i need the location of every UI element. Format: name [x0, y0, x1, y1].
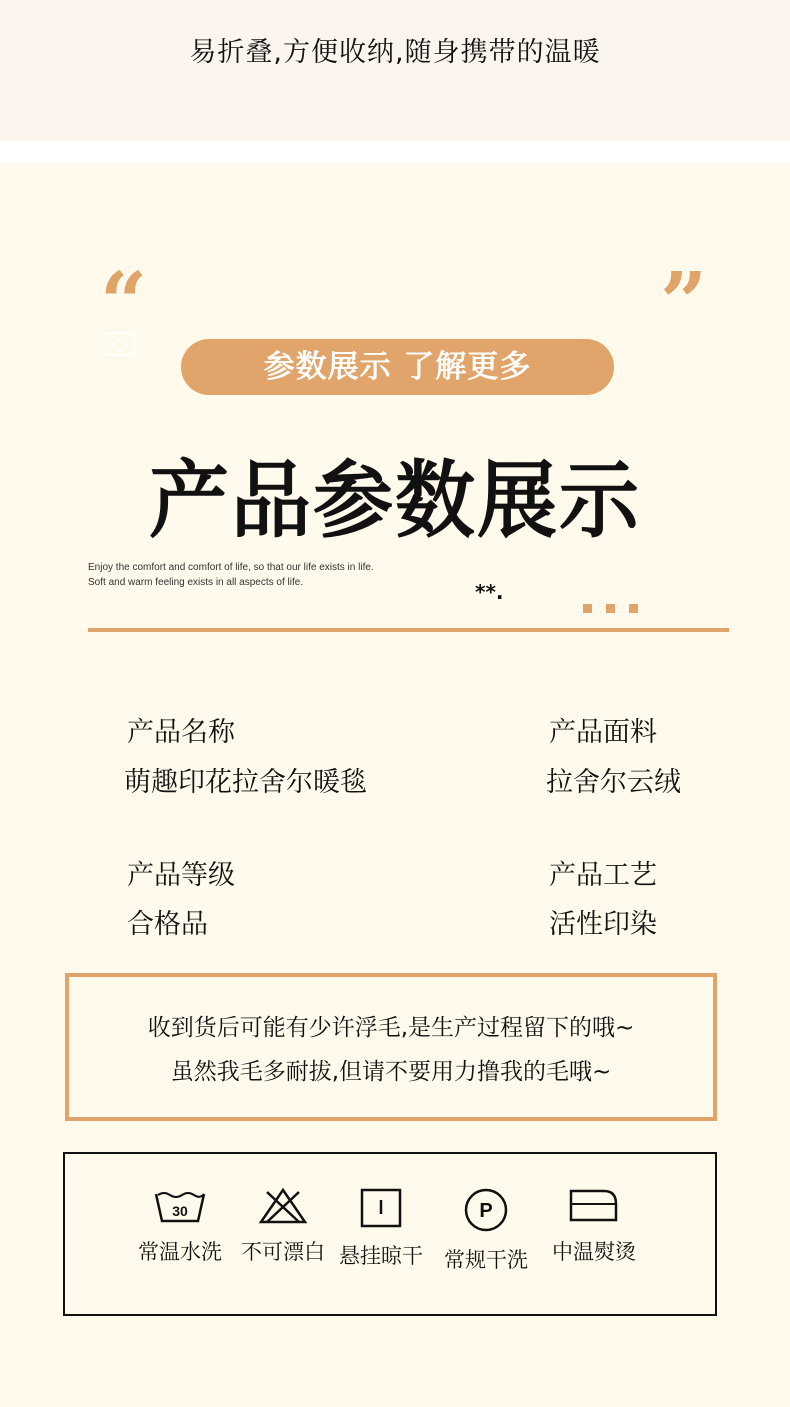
notice-box — [65, 973, 717, 1121]
param-craft-label: 产品工艺 — [549, 860, 657, 891]
english-tagline-1: Enjoy the comfort and comfort of life, so that our life exists in life. — [88, 562, 374, 573]
notice-line-1: 收到货后可能有少许浮毛,是生产过程留下的哦~ — [147, 1015, 635, 1041]
param-craft-value: 活性印染 — [549, 909, 657, 940]
stars-mark: **. — [475, 580, 504, 604]
section-divider — [0, 141, 790, 163]
care-label: 中温熨烫 — [552, 1240, 636, 1264]
param-name-value: 萌趣印花拉舍尔暖毯 — [124, 767, 367, 798]
dry-clean-p-icon — [460, 1188, 512, 1232]
hang-dry-icon — [355, 1188, 407, 1228]
decorative-dots — [583, 598, 652, 617]
wash-30-icon — [154, 1188, 206, 1224]
iron-medium-icon — [568, 1188, 620, 1224]
param-name-label: 产品名称 — [127, 717, 235, 748]
param-fabric-value: 拉舍尔云绒 — [546, 767, 681, 798]
quote-open-icon: “ — [100, 255, 148, 351]
care-item — [130, 1188, 230, 1266]
accent-rule — [88, 628, 729, 632]
top-caption-band — [0, 0, 790, 141]
care-label: 常温水洗 — [138, 1240, 222, 1264]
wash-temp-badge: 30 — [172, 1203, 188, 1219]
care-label: 不可漂白 — [241, 1240, 325, 1264]
care-instructions — [63, 1152, 717, 1316]
page-title: 产品参数展示 — [149, 452, 641, 550]
care-label: 悬挂晾干 — [339, 1244, 423, 1268]
param-grade-label: 产品等级 — [127, 860, 235, 891]
notice-line-2: 虽然我毛多耐拔,但请不要用力撸我的毛哦~ — [170, 1059, 612, 1085]
param-grade-value: 合格品 — [127, 909, 208, 940]
fold-caption: 易折叠,方便收纳,随身携带的温暖 — [189, 37, 601, 68]
dry-clean-badge: P — [479, 1200, 493, 1222]
learn-more-pill: 参数展示 了解更多 — [181, 339, 614, 395]
care-label: 常规干洗 — [444, 1248, 528, 1272]
quote-close-icon: ” — [660, 255, 708, 351]
care-item — [436, 1188, 536, 1274]
camera-watermark-icon — [103, 332, 135, 356]
care-item — [233, 1188, 333, 1266]
english-tagline-2: Soft and warm feeling exists in all aspects of life. — [88, 577, 304, 588]
no-bleach-icon — [257, 1188, 309, 1224]
param-fabric-label: 产品面料 — [549, 717, 657, 748]
care-item — [331, 1188, 431, 1270]
care-item — [544, 1188, 644, 1266]
